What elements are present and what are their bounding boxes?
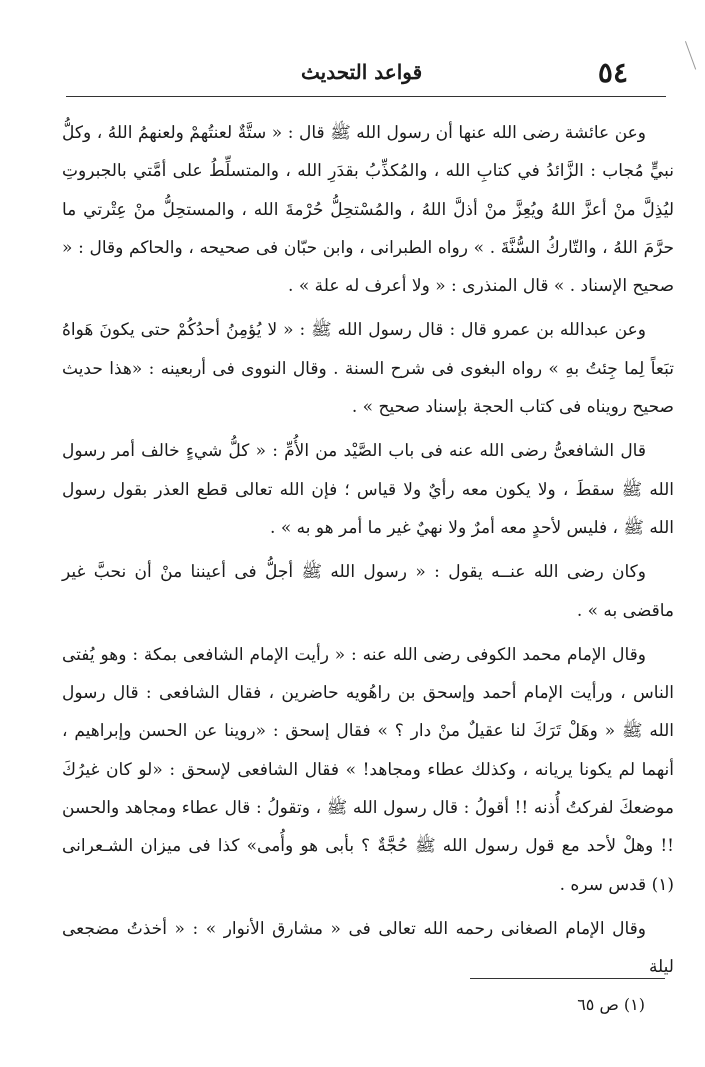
footnote: (١) ص ٦٥ xyxy=(577,995,645,1014)
paragraph-saghani: وقال الإمام الصغانى رحمه الله تعالى فى « مشارق الأنوار » : « أخذتُ مضجعى ليلة xyxy=(62,918,674,978)
page-number: ٥٤ xyxy=(597,56,628,89)
margin-mark xyxy=(685,40,698,69)
footnote-rule xyxy=(470,978,665,979)
paragraph-shafii-saying: وكان رضى الله عنــه يقول : « رسول الله ﷺ أجلُّ فى أعيننا منْ أن نحبَّ غير ماقضى به » . xyxy=(62,562,674,621)
paragraph-abdullah-hadith: وعن عبدالله بن عمرو قال : قال رسول الله ﷺ : « لا يُؤمِنُ أحدُكُمْ حتى يكونَ هَواهُ تبَعاً لِما جِئتُ بهِ » رواه البغوى فى شرح السنة . وقال النووى فى أربعينه : «هذا حديث صحيح رويناه فى كتاب الحجة بإسناد صحيح » . xyxy=(62,320,674,418)
paragraph-aisha-hadith: وعن عائشة رضى الله عنها أن رسول الله ﷺ قال : « ستَّةٌ لعنتُهمْ ولعنهمُ اللهُ ، وكلُّ نبيٍّ مُجاب : الزَّائدُ في كتابِ الله ، والمُكذِّبُ بقدَرِ الله ، والمتسلِّطُ على أمَّتي بالجبروتِ ليُذِلَّ منْ أعزَّ اللهُ ويُعِزَّ منْ أذلَّ اللهُ ، والمُسْتحِلُّ حُرْمةَ الله ، والمستحِلُّ منْ عِتْرتي ما حرَّمَ اللهُ ، والتّاركُ السُّنَّةَ . » رواه الطبرانى ، وابن حبّان فى صحيحه ، والحاكم وقال : « صحيح الإسناد . » قال المنذرى : « ولا أعرف له علة » . xyxy=(62,123,674,297)
page-header xyxy=(66,52,666,92)
running-title: قواعد التحديث xyxy=(301,60,423,84)
main-text xyxy=(62,114,674,987)
paragraph-kufi-account: وقال الإمام محمد الكوفى رضى الله عنه : « رأيت الإمام الشافعى بمكة : وهو يُفتى الناس ، ورأيت الإمام أحمد وإسحق بن راهُويه حاضرين ، فقال الشافعى : قال رسول الله ﷺ « وهَلْ تَرَكَ لنا عقيلٌ منْ دار ؟ » فقال إسحق : «روينا عن الحسن وإبراهيم ، أنهما لم يكونا يريانه ، وكذلك عطاء ومجاهد! » فقال الشافعى لإسحق : «لو كان غيرُكَ موضعكَ لفركتُ أُذنه !! أقولُ : قال رسول الله ﷺ ، وتقولُ : قال عطاء ومجاهد والحسن !! وهلْ لأحد مع قول رسول الله ﷺ حُجَّةٌ ؟ بأبى هو وأُمى» كذا فى ميزان الشـعرانى (١) قدس سره . xyxy=(62,644,674,895)
paragraph-shafii-umm: قال الشافعىُّ رضى الله عنه فى باب الصَّيْد من الأُمِّ : « كلُّ شيءٍ خالف أمر رسول الله ﷺ سقطَ ، ولا يكون معه رأيٌ ولا قياس ؛ فإن الله تعالى قطع العذر بقول رسول الله ﷺ ، فليس لأحدٍ معه أمرٌ ولا نهيٌ غير ما أمر هو به » . xyxy=(62,441,674,538)
header-rule xyxy=(66,96,666,97)
